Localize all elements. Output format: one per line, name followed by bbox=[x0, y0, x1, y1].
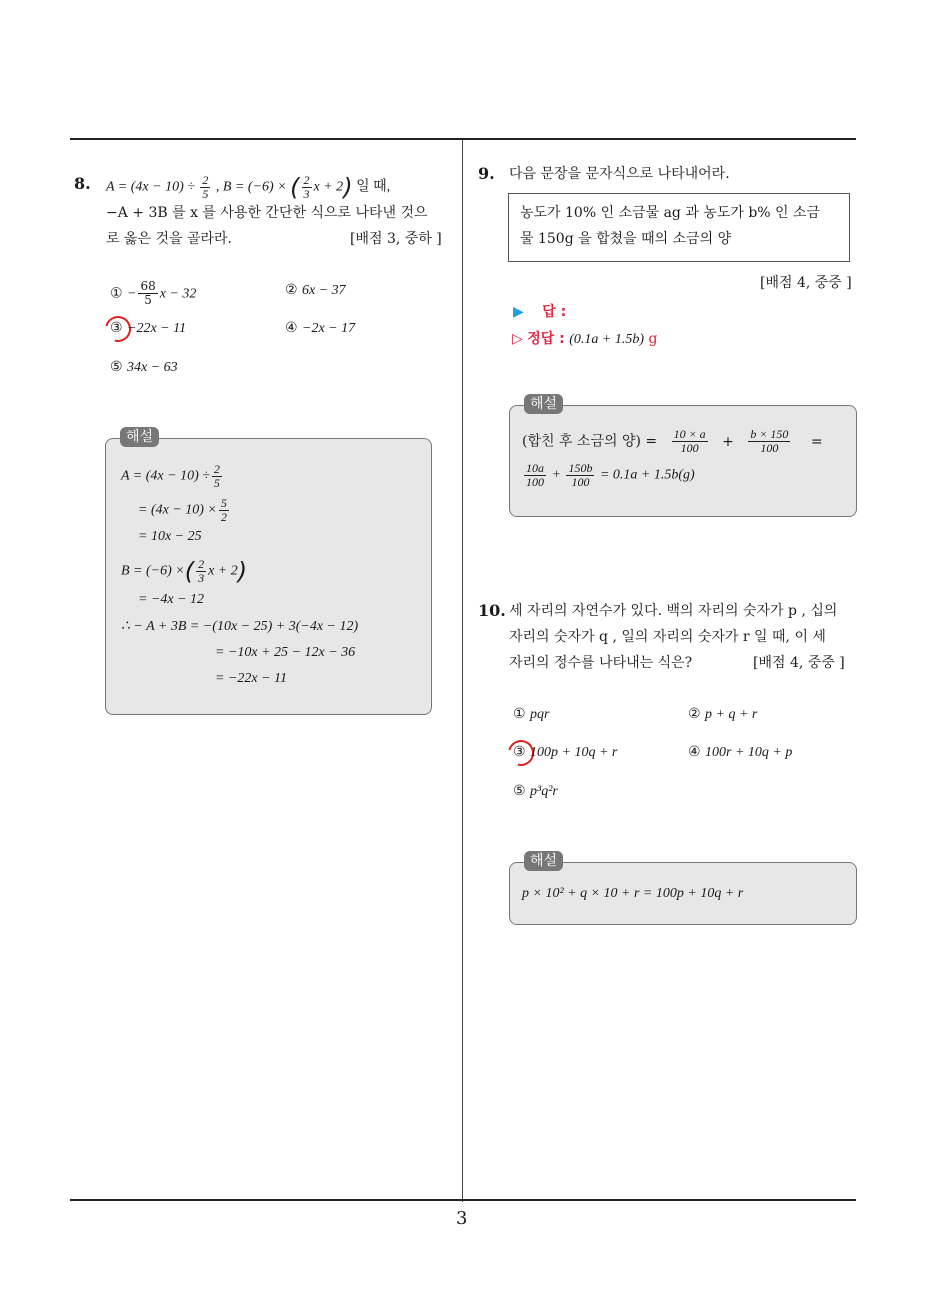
q8-sol-line3: = 10x − 25 bbox=[138, 529, 202, 544]
q10-line2: 자리의 숫자가 q , 일의 자리의 숫자가 r 일 때, 이 세 bbox=[509, 629, 826, 645]
q8-sol-line6: ∴ − A + 3B = −(10x − 25) + 3(−4x − 12) bbox=[121, 619, 359, 634]
q10-line3: 자리의 정수를 나타내는 식은? bbox=[509, 655, 693, 671]
choice-label: ⑤ bbox=[513, 783, 526, 799]
q8-line3: 로 옳은 것을 골라라. bbox=[106, 231, 232, 247]
q8-meta: [배점 3, 중하 ] bbox=[350, 231, 442, 247]
q8-frac1: $\frac{2}{5}$ bbox=[202, 173, 209, 201]
q9-explanation-box bbox=[509, 405, 857, 517]
q8-sol-line4: B = (−6) ×( $\frac{2}{3}$ x + 2) bbox=[121, 557, 248, 586]
explanation-tag: 해설 bbox=[524, 851, 563, 871]
q8-line2: −A + 3B 를 x 를 사용한 간단한 식으로 나타낸 것으 bbox=[106, 205, 428, 221]
q8-choice-5[interactable] bbox=[110, 357, 178, 378]
choice-text: 100p + 10q + r bbox=[530, 745, 618, 760]
q8-frac2: $\frac{2}{3}$ bbox=[303, 173, 310, 201]
correct-label: 정답 : bbox=[527, 331, 565, 347]
choice-text: −2x − 17 bbox=[302, 321, 356, 336]
play-arrow-icon: ▶ bbox=[513, 304, 524, 320]
outline-arrow-icon: ▷ bbox=[512, 331, 523, 347]
choice-text: 100r + 10q + p bbox=[705, 745, 793, 760]
choice-frac: $\frac{68}{5}$ bbox=[140, 279, 156, 307]
q8-sol-line1: A = (4x − 10) ÷ $\frac{2}{5}$ bbox=[121, 462, 220, 490]
q9-prompt: 다음 문장을 문자식으로 나타내어라. bbox=[509, 166, 730, 182]
q8-sol-line2: = (4x − 10) × $\frac{5}{2}$ bbox=[138, 496, 227, 524]
question-number: 9. bbox=[478, 164, 495, 183]
column-divider bbox=[462, 140, 463, 1202]
choice-label: ① bbox=[110, 285, 123, 302]
q10-choice-4[interactable] bbox=[688, 742, 792, 763]
q10-choice-5[interactable] bbox=[513, 781, 558, 802]
q8-expr-d: 일 때, bbox=[356, 179, 391, 195]
q10-meta: [배점 4, 중중 ] bbox=[753, 655, 845, 671]
choice-text: p³q²r bbox=[530, 784, 558, 799]
q9-statement-line1: 농도가 10% 인 소금물 ag 과 농도가 b% 인 소금 bbox=[520, 205, 821, 221]
correct-value: (0.1a + 1.5b) bbox=[569, 332, 644, 347]
q9-meta: [배점 4, 중중 ] bbox=[760, 275, 852, 291]
choice-label: ⑤ bbox=[110, 359, 123, 375]
question-number: 10. bbox=[478, 601, 506, 620]
choice-text: p + q + r bbox=[705, 707, 758, 722]
explanation-tag: 해설 bbox=[120, 427, 159, 447]
q9-correct-row bbox=[512, 329, 657, 350]
q9-sol-line2: $\frac{10a}{100}$ + $\frac{150b}{100}$ = 0.1a + 1.5b(g) bbox=[526, 461, 695, 489]
answer-label: 답 : bbox=[542, 304, 567, 320]
choice-label: ① bbox=[513, 706, 526, 722]
q8-choice-2[interactable] bbox=[285, 280, 346, 301]
q8-sol-line7: = −10x + 25 − 12x − 36 bbox=[215, 645, 356, 660]
explanation-tag: 해설 bbox=[524, 394, 563, 414]
q9-answer-row[interactable] bbox=[513, 302, 566, 322]
choice-text: pqr bbox=[530, 707, 550, 722]
q10-sol-line: p × 10² + q × 10 + r = 100p + 10q + r bbox=[522, 886, 744, 901]
q8-choice-1[interactable] bbox=[110, 280, 196, 307]
choice-label: ② bbox=[688, 706, 701, 722]
choice-label: ② bbox=[285, 282, 298, 298]
q10-choice-1[interactable] bbox=[513, 704, 549, 725]
choice-text: −22x − 11 bbox=[127, 321, 187, 336]
page-number: 3 bbox=[456, 1208, 468, 1229]
q9-statement-line2: 물 150g 을 합쳤을 때의 소금의 양 bbox=[520, 231, 732, 247]
q10-line1: 세 자리의 자연수가 있다. 백의 자리의 숫자가 p , 십의 bbox=[509, 603, 838, 619]
q10-choice-3[interactable] bbox=[513, 742, 617, 763]
choice-label: ③ bbox=[513, 744, 526, 760]
choice-text: 6x − 37 bbox=[302, 283, 346, 298]
top-rule bbox=[70, 138, 856, 140]
choice-text: 34x − 63 bbox=[127, 360, 178, 375]
choice-label: ④ bbox=[688, 744, 701, 760]
choice-sign: − bbox=[127, 286, 137, 302]
correct-unit: g bbox=[648, 331, 658, 347]
q10-choice-2[interactable] bbox=[688, 704, 757, 725]
q9-sol-line1: (합친 후 소금의 양) = $\frac{10 \times a}{100}$ + $\frac{b \times 150}{100}$ = bbox=[522, 427, 823, 455]
q8-sol-line5: = −4x − 12 bbox=[138, 592, 205, 607]
q8-expr-b: , B = (−6) × bbox=[215, 179, 287, 195]
q8-sol-line8: = −22x − 11 bbox=[215, 671, 288, 686]
question-number: 8. bbox=[74, 174, 91, 193]
q8-choice-4[interactable] bbox=[285, 318, 355, 339]
choice-label: ③ bbox=[110, 320, 123, 336]
q8-expr-c: x + 2 bbox=[313, 179, 344, 195]
q8-line1: A = (4x − 10) ÷ $\frac{2}{5}$ , B = (−6) × ( $\frac{2}{3}$ x + 2) 일 때, bbox=[106, 173, 391, 202]
bottom-rule bbox=[70, 1199, 856, 1201]
choice-text: x − 32 bbox=[159, 286, 197, 302]
q8-expr-a: A = (4x − 10) ÷ bbox=[106, 179, 195, 195]
q8-choice-3[interactable] bbox=[110, 318, 186, 339]
choice-label: ④ bbox=[285, 320, 298, 336]
